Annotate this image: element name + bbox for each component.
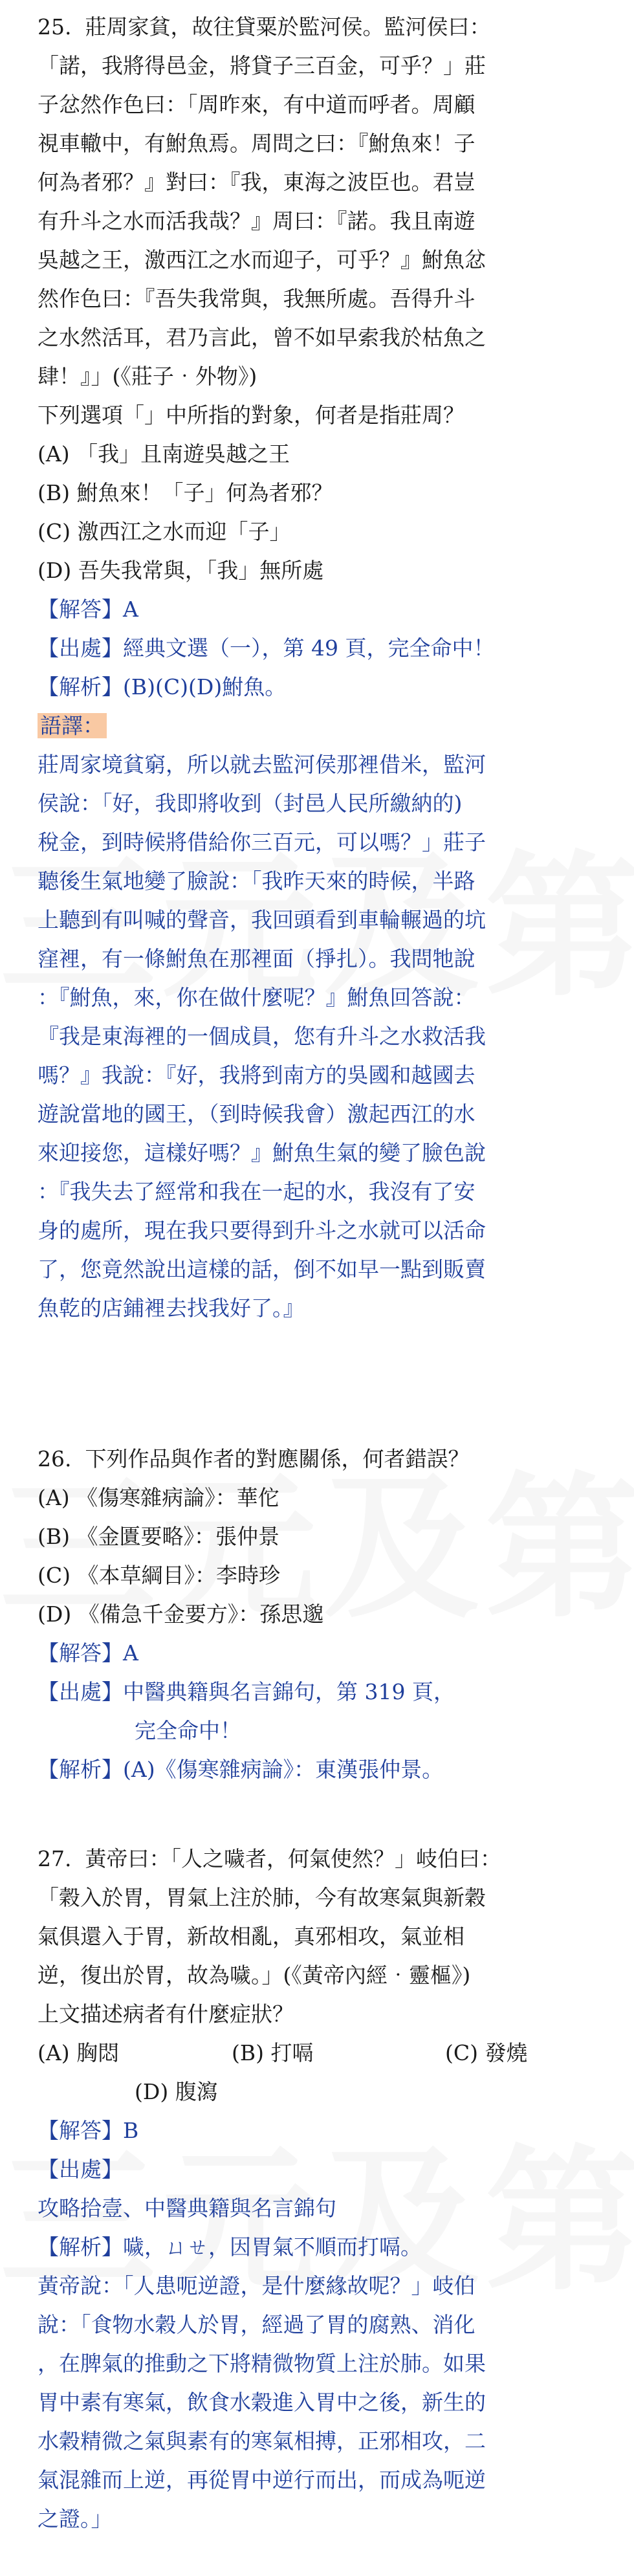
- q25-translation: [38, 745, 607, 1328]
- q25-passage-line: 25. 莊周家貧，故往貸粟於監河侯。監河侯曰：: [38, 14, 491, 39]
- q27-translation-line: 說：「食物水穀人於胃，經過了胃的腐熟、消化: [38, 2312, 476, 2337]
- q26-option-c: (C) 《本草綱目》：李時珍: [38, 1563, 280, 1588]
- q25-translation-line: 聽後生氣地變了臉說：「我昨天來的時候，半路: [38, 868, 476, 894]
- q25-translation-line: 了，您竟然說出這樣的話，倒不如早一點到販賣: [38, 1257, 486, 1282]
- q25-translation-line: 來迎接您，這樣好嗎？』鮒魚生氣的變了臉色說: [38, 1140, 486, 1165]
- question-27: [38, 1840, 607, 2538]
- q27-number: 27.: [38, 1846, 72, 1871]
- q25-translation-line: 稅金，到時候將借給你三百元，可以嗎？」莊子: [38, 830, 486, 855]
- q25-translation-line: 嗎？』我說：『好，我將到南方的吳國和越國去: [38, 1062, 476, 1088]
- q26-option-d: (D) 《備急千金要方》：孫思邈: [38, 1602, 324, 1627]
- q25-source: 【出處】經典文選（一），第 49 頁，完全命中！: [38, 635, 495, 661]
- q25-analysis: 【解析】(B)(C)(D)鮒魚。: [38, 674, 287, 699]
- q25-passage-line: 之水然活耳，君乃言此，曾不如早索我於枯魚之: [38, 325, 486, 350]
- q27-option-b: (B) 打嗝: [232, 2040, 314, 2065]
- q25-passage-line: 肆！』」(《莊子‧外物》): [38, 364, 257, 389]
- q25-passage-line: 「諾，我將得邑金，將貸子三百金，可乎？」莊: [38, 53, 486, 78]
- q26-option-b: (B) 《金匱要略》：張仲景: [38, 1524, 279, 1549]
- q26-analysis: 【解析】(A)《傷寒雜病論》：東漢張仲景。: [38, 1757, 444, 1782]
- q27-option-a: (A) 胸悶: [38, 2040, 120, 2065]
- q25-translation-line: 身的處所，現在我只要得到升斗之水就可以活命: [38, 1218, 486, 1243]
- q25-answer: 【解答】A: [38, 597, 138, 622]
- q26-answer: 【解答】A: [38, 1640, 138, 1666]
- q27-translation-line: 之證。」: [38, 2506, 113, 2531]
- q25-translation-line: 上聽到有叫喊的聲音，我回頭看到車輪輾過的坑: [38, 907, 486, 932]
- q25-translation-line: 窪裡，有一條鮒魚在那裡面（掙扎）。我問牠說: [38, 946, 476, 971]
- q25-passage-line: 何為者邪？』對曰：『我，東海之波臣也。君豈: [38, 170, 476, 195]
- q25-passage-line: 吳越之王，激西江之水而迎子，可乎？』鮒魚忿: [38, 247, 486, 272]
- q26-option-a: (A) 《傷寒雜病論》：華佗: [38, 1485, 279, 1510]
- q27-option-d: (D) 腹瀉: [135, 2079, 218, 2104]
- q25-number: 25.: [38, 14, 72, 39]
- q27-answer: 【解答】B: [38, 2118, 139, 2143]
- q27-option-c: (C) 發燒: [445, 2040, 528, 2065]
- question-25: [38, 8, 607, 1328]
- q27-translation-line: 水穀精微之氣與素有的寒氣相搏，正邪相攻，二: [38, 2428, 486, 2454]
- q27-source: 【出處】: [38, 2157, 123, 2182]
- q25-passage-line: 視車轍中，有鮒魚焉。周問之曰：『鮒魚來！子: [38, 131, 476, 156]
- q27-source-body: 攻略拾壹、中醫典籍與名言錦句: [38, 2196, 336, 2221]
- q25-option-d: (D) 吾失我常與，「我」無所處: [38, 558, 324, 583]
- q25-translation-line: ：『我失去了經常和我在一起的水，我沒有了安: [38, 1179, 476, 1204]
- q25-translation-label: 語譯：: [38, 707, 607, 745]
- q27-passage-line: 氣俱還入于胃，新故相亂，真邪相攻，氣並相: [38, 1924, 465, 1949]
- q25-passage-line: 然作色曰：『吾失我常與，我無所處。吾得升斗: [38, 286, 476, 311]
- q25-passage-line: 子忿然作色曰：「周昨來，有中道而呼者。周顧: [38, 92, 476, 117]
- q25-passage-line: 有升斗之水而活我哉？』周曰：『諾。我且南遊: [38, 208, 476, 234]
- q27-passage-line: 27. 黃帝曰：「人之噦者，何氣使然？」岐伯曰：: [38, 1846, 501, 1871]
- q26-number: 26.: [38, 1446, 72, 1471]
- q27-translation-line: 胃中素有寒氣，飲食水穀進入胃中之後，新生的: [38, 2390, 486, 2415]
- q25-translation-line: 遊說當地的國王，（到時候我會）激起西江的水: [38, 1101, 476, 1127]
- q27-translation: [38, 2267, 607, 2538]
- q25-option-a: (A) 「我」且南遊吳越之王: [38, 441, 290, 467]
- q27-translation-line: ，在脾氣的推動之下將精微物質上注於肺。如果: [38, 2351, 486, 2376]
- q25-question: 下列選項「」中所指的對象，何者是指莊周？: [38, 402, 465, 428]
- q27-translation-line: 氣混雜而上逆，再從胃中逆行而出，而成為呃逆: [38, 2467, 486, 2493]
- q26-question: 26. 下列作品與作者的對應關係，何者錯誤？: [38, 1446, 470, 1471]
- q25-translation-line: ：『鮒魚，來，你在做什麼呢？』鮒魚回答說：: [38, 985, 476, 1010]
- q27-question: 上文描述病者有什麼症狀？: [38, 2001, 294, 2027]
- question-26: [38, 1440, 607, 1789]
- q27-options-row: [38, 2034, 607, 2073]
- q27-analysis: 【解析】噦，ㄩㄝ，因胃氣不順而打嗝。: [38, 2234, 422, 2260]
- q27-translation-line: 黃帝說：「人患呃逆證，是什麼緣故呢？」岐伯: [38, 2273, 476, 2298]
- q27-passage-line: 逆，復出於胃，故為噦。」(《黃帝內經‧靈樞》): [38, 1963, 471, 1988]
- q25-translation-line: 莊周家境貧窮，所以就去監河侯那裡借米，監河: [38, 752, 486, 777]
- q26-source: 【出處】中醫典籍與名言錦句，第 319 頁，: [38, 1679, 455, 1704]
- q25-translation-line: 侯說：「好，我即將收到（封邑人民所繳納的): [38, 791, 463, 816]
- q25-option-c: (C) 激西江之水而迎「子」: [38, 519, 291, 544]
- q26-source-cont: 完全命中！: [135, 1718, 241, 1743]
- q25-option-b: (B) 鮒魚來！「子」何為者邪？: [38, 480, 333, 505]
- q27-passage-line: 「穀入於胃，胃氣上注於肺，今有故寒氣與新穀: [38, 1885, 486, 1910]
- q25-translation-line: 魚乾的店鋪裡去找我好了。』: [38, 1295, 305, 1321]
- q25-translation-line: 『我是東海裡的一個成員，您有升斗之水救活我: [38, 1024, 486, 1049]
